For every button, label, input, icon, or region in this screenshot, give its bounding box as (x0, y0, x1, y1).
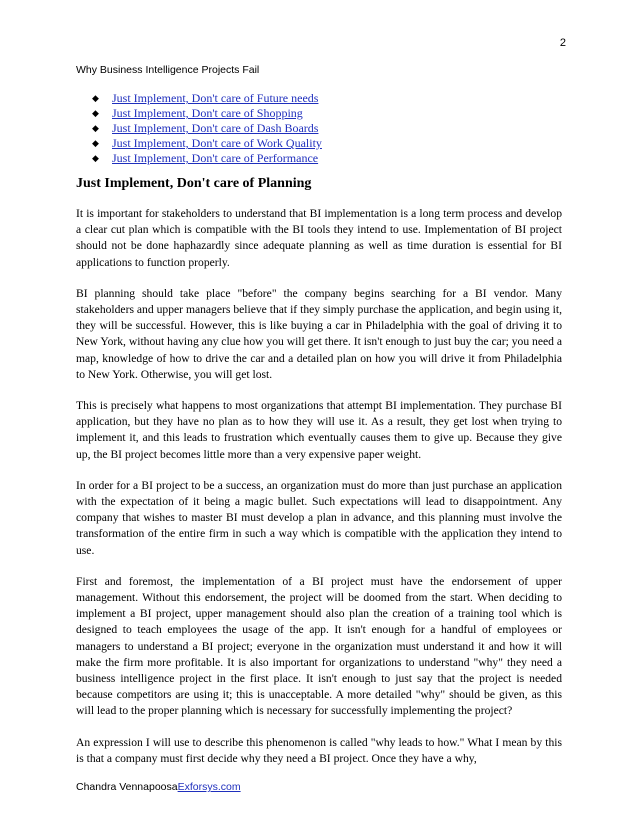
paragraph: An expression I will use to describe this phenomenon is called "why leads to how." What I mean by this is that a company must first decide why they need a BI project. Once they have a why, (76, 735, 562, 765)
toc-link-performance[interactable]: Just Implement, Don't care of Performance (112, 151, 319, 165)
toc-link-future-needs[interactable]: Just Implement, Don't care of Future needs (112, 91, 319, 105)
paragraph: First and foremost, the implementation of a BI project must have the endorsement of upper management. Without this endorsement, the project will be doomed from the start. When deciding to implement a BI project, upper management should also plan the creation of a training tool which is designed to teach employees the usage of the app. It isn't enough for a handful of employees or managers to understand a BI project; everyone in the organization must understand it and how it will make the firm more profitable. It is also important for organizations to understand "why" they need a business intelligence project in the first place. It isn't enough to just say that the project is needed because competitors are using it; this is unacceptable. A more detailed "why" should be given, as this will lead to the proper planning which is necessary for successfully implementing the project? (76, 574, 562, 718)
footer-author: Chandra Vennapoosa (76, 781, 178, 793)
list-item (92, 136, 322, 151)
toc-link-shopping[interactable]: Just Implement, Don't care of Shopping (112, 106, 303, 120)
running-header: Why Business Intelligence Projects Fail (76, 64, 260, 76)
page-number: 2 (559, 37, 566, 49)
section-heading: Just Implement, Don't care of Planning (76, 176, 312, 191)
toc-link-work-quality[interactable]: Just Implement, Don't care of Work Quality (112, 136, 322, 150)
bullet-icon: ◆ (92, 138, 99, 148)
body-text (76, 206, 562, 782)
footer-site-link[interactable]: Exforsys.com (177, 781, 241, 793)
bullet-icon: ◆ (92, 153, 99, 163)
bullet-icon: ◆ (92, 108, 99, 118)
list-item (92, 91, 322, 106)
paragraph: In order for a BI project to be a success, an organization must do more than just purchase an application with the expectation of it being a magic bullet. Such expectations will lead to disappointment. Any company that wishes to master BI must develop a plan in advance, and this planning must involve the transformation of the entire firm in such a way which is compatible with the application they intend to use. (76, 478, 562, 557)
toc-link-list (92, 91, 322, 166)
page-footer (76, 781, 241, 793)
paragraph: This is precisely what happens to most organizations that attempt BI implementation. They purchase BI application, but they have no plan as to how they will use it. As a result, they get lost when trying to implement it, and this leads to frustration which eventually causes them to give up. Because they give up, the BI project becomes little more than a very expensive paper weight. (76, 399, 562, 461)
paragraph: BI planning should take place "before" the company begins searching for a BI vendor. Many stakeholders and upper managers believe that if they simply purchase the application, and begin using it, they will be successful. However, this is like buying a car in Philadelphia with the goal of driving it to New York, without having any clue how you will get there. It isn't enough to just buy the car; you need a map, knowledge of how to drive the car and a detailed plan on how you will drive it from Philadelphia to New York. Otherwise, you will get lost. (76, 286, 562, 381)
bullet-icon: ◆ (92, 123, 99, 133)
paragraph: It is important for stakeholders to understand that BI implementation is a long term process and develop a clear cut plan which is compatible with the BI tools they intend to use. Implementation of BI project should not be done haphazardly since adequate planning as well as time duration is essential for BI applications to function properly. (76, 207, 562, 269)
list-item (92, 121, 322, 136)
bullet-icon: ◆ (92, 93, 99, 103)
list-item (92, 106, 322, 121)
toc-link-dash-boards[interactable]: Just Implement, Don't care of Dash Boards (112, 121, 319, 135)
list-item (92, 151, 322, 166)
